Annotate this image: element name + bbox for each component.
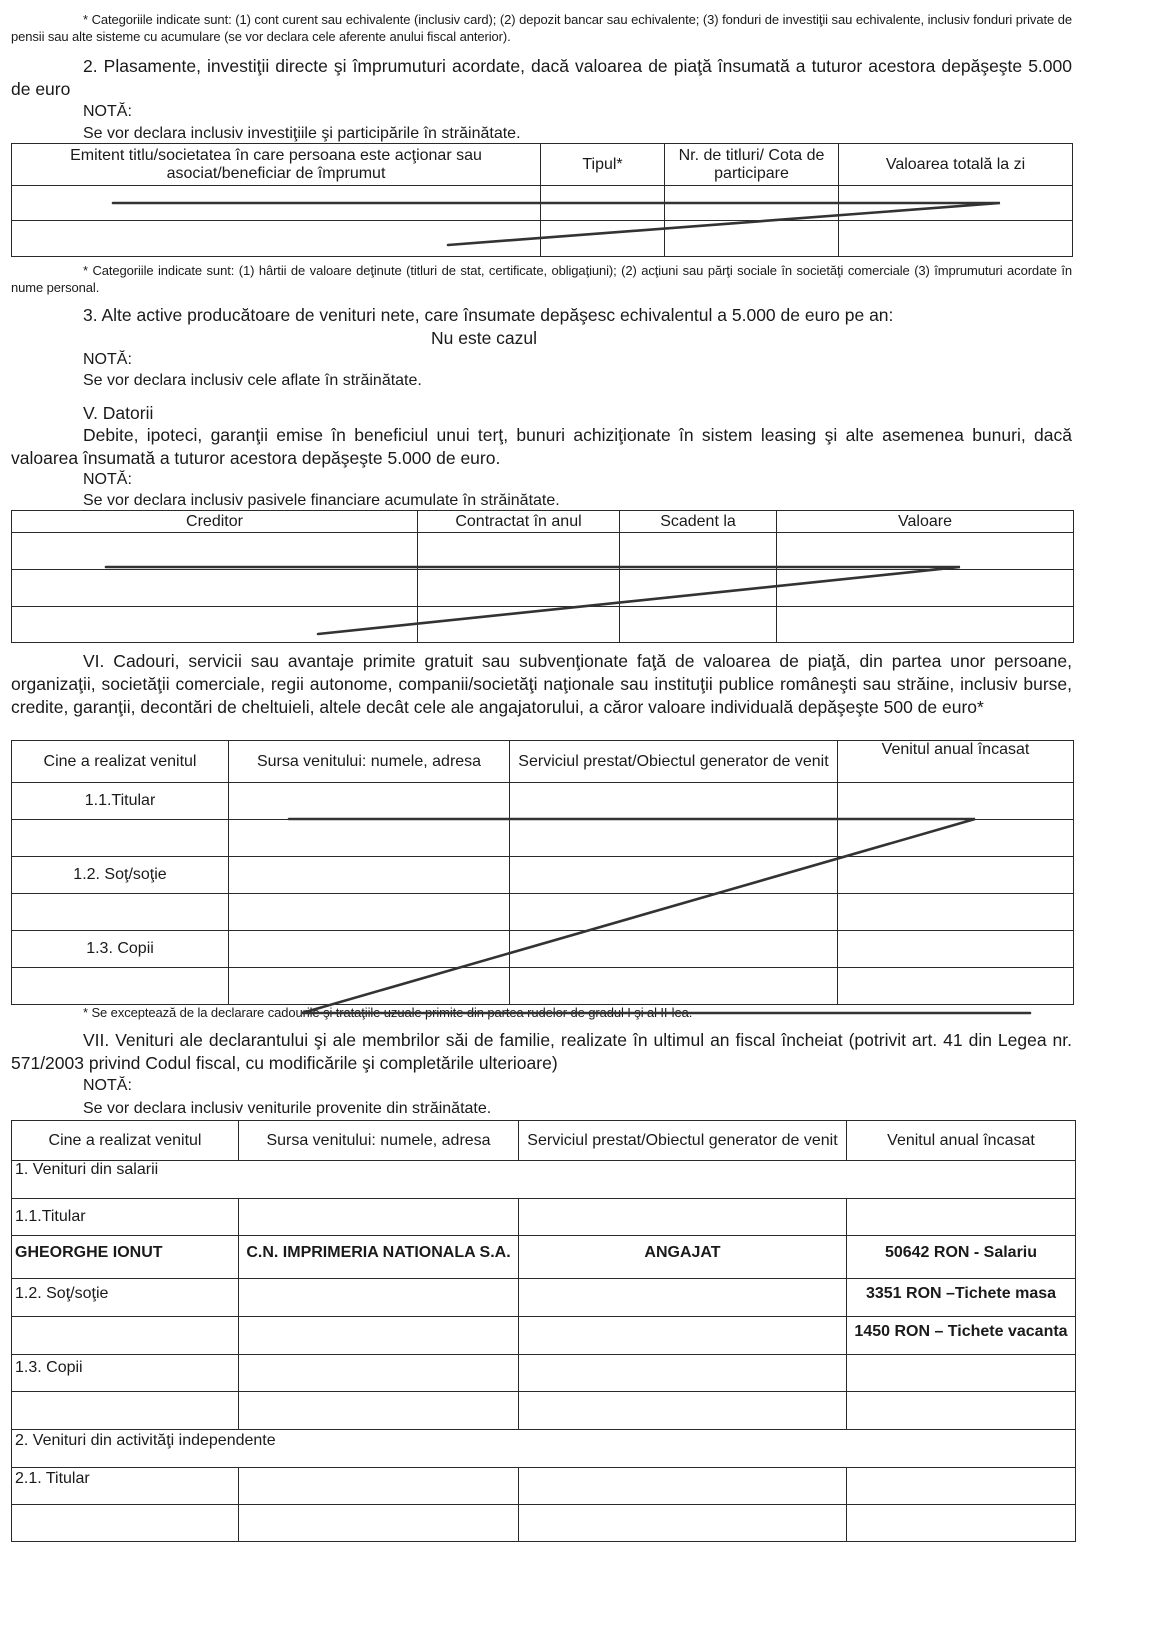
table-row xyxy=(12,1317,1076,1355)
col-header-income-source: Sursa venitului: numele, adresa xyxy=(239,1121,519,1161)
gifts-footnote: * Se exceptează de la declarare cadourile şi trataţiile uzuale primite din partea rudelor de gradul I şi al II-lea. xyxy=(83,1005,693,1020)
col-header-who-earned: Cine a realizat venitul xyxy=(12,741,229,783)
gifts-table xyxy=(11,740,1074,1005)
table-row xyxy=(12,783,1074,820)
table-row xyxy=(12,1236,1076,1279)
investments-nota-text: Se vor declara inclusiv investiţiile şi participările în străinătate. xyxy=(83,125,521,142)
debts-title: V. Datorii xyxy=(83,403,154,423)
titular-income-vacation-tickets: 1450 RON – Tichete vacanta xyxy=(847,1317,1076,1355)
col-header-due-date: Scadent la xyxy=(620,511,777,533)
accounts-footnote: * Categoriile indicate sunt: (1) cont curent sau echivalente (inclusiv card); (2) depozit bancar sau echivalente; (3) fonduri de investiţii sau echivalente, inclusiv fonduri private de pensii sau alte sisteme cu acumulare (se vor declara cele aferente anului fiscal anterior). xyxy=(11,12,1072,44)
row-label-spouse: 1.2. Soţ/soţie xyxy=(12,1279,239,1317)
titular-name: GHEORGHE IONUT xyxy=(12,1236,239,1279)
col-header-who-earned: Cine a realizat venitul xyxy=(12,1121,239,1161)
table-row xyxy=(12,1279,1076,1317)
col-header-value: Valoare xyxy=(777,511,1074,533)
other-assets-nota-label: NOTĂ: xyxy=(83,351,132,368)
table-row xyxy=(12,186,1073,221)
table-row xyxy=(12,1199,1076,1236)
debts-nota-text: Se vor declara inclusiv pasivele financiare acumulate în străinătate. xyxy=(83,492,560,509)
col-header-annual-income: Venitul anual încasat xyxy=(838,741,1074,783)
category-independent-activities: 2. Venituri din activităţi independente xyxy=(12,1430,1076,1468)
row-label-spouse: 1.2. Soţ/soţie xyxy=(12,857,229,894)
col-header-contracted-year: Contractat în anul xyxy=(418,511,620,533)
col-header-type: Tipul* xyxy=(541,144,665,186)
titular-service: ANGAJAT xyxy=(519,1236,847,1279)
table-row xyxy=(12,857,1074,894)
table-row xyxy=(12,1161,1076,1199)
income-text: VII. Venituri ale declarantului şi ale membrilor săi de familie, realizate în ultimul an fiscal încheiat (potrivit art. 41 din Legea nr. 571/2003 privind Codul fiscal, cu modificările şi completările ulterioare) xyxy=(11,1030,1072,1073)
table-row xyxy=(12,1392,1076,1430)
debts-nota-label: NOTĂ: xyxy=(83,471,132,488)
table-row xyxy=(12,820,1074,857)
col-header-service: Serviciul prestat/Obiectul generator de venit xyxy=(510,741,838,783)
row-label-titular: 1.1.Titular xyxy=(12,1199,239,1236)
investments-footnote: * Categoriile indicate sunt: (1) hârtii de valoare deţinute (titluri de stat, certificate, obligaţiuni); (2) acţiuni sau părţi sociale în societăţi comerciale (3) împrumuturi acordate în nume personal. xyxy=(11,263,1072,295)
col-header-creditor: Creditor xyxy=(12,511,418,533)
col-header-issuer: Emitent titlu/societatea în care persoana este acţionar sau asociat/beneficiar de împrumut xyxy=(12,144,541,186)
gifts-text: VI. Cadouri, servicii sau avantaje primite gratuit sau subvenţionate faţă de valoarea de piaţă, din partea unor persoane, organizaţii, societăţii comerciale, regii autonome, companii/societăţi naţionale sau instituţii publice româneşti sau străine, inclusiv burse, credite, garanţii, decontări de cheltuieli, altele decât cele ale angajatorului, a căror valoare individuală depăşeşte 500 de euro* xyxy=(11,651,1072,717)
table-row xyxy=(12,533,1074,570)
table-row xyxy=(12,1505,1076,1542)
row-label-children: 1.3. Copii xyxy=(12,931,229,968)
col-header-service: Serviciul prestat/Obiectul generator de venit xyxy=(519,1121,847,1161)
income-nota-label: NOTĂ: xyxy=(83,1077,132,1094)
table-row xyxy=(12,607,1074,643)
other-assets-value: Nu este cazul xyxy=(431,328,538,348)
table-row xyxy=(12,1355,1076,1392)
other-assets-nota-text: Se vor declara inclusiv cele aflate în străinătate. xyxy=(83,372,422,389)
table-row xyxy=(12,1468,1076,1505)
income-nota-text: Se vor declara inclusiv veniturile provenite din străinătate. xyxy=(83,1100,492,1117)
col-header-income-source: Sursa venitului: numele, adresa xyxy=(229,741,510,783)
category-salaries: 1. Venituri din salarii xyxy=(12,1161,1076,1199)
investments-table xyxy=(11,143,1073,257)
table-row xyxy=(12,1430,1076,1468)
debts-text: Debite, ipoteci, garanţii emise în beneficiul unui terţ, bunuri achiziţionate în sistem leasing şi alte asemenea bunuri, dacă valoarea însumată a tuturor acestora depăşeşte 5.000 de euro. xyxy=(11,425,1072,468)
investments-nota-label: NOTĂ: xyxy=(83,103,132,120)
investments-heading: 2. Plasamente, investiţii directe şi împrumuturi acordate, dacă valoarea de piaţă însumată a tuturor acestora depăşeşte 5.000 de euro xyxy=(11,56,1072,99)
other-assets-heading: 3. Alte active producătoare de venituri nete, care însumate depăşesc echivalentul a 5.000 de euro pe an: xyxy=(83,305,894,325)
col-header-annual-income: Venitul anual încasat xyxy=(847,1121,1076,1161)
row-label-titular: 1.1.Titular xyxy=(12,783,229,820)
table-row xyxy=(12,570,1074,607)
col-header-shares: Nr. de titluri/ Cota de participare xyxy=(665,144,839,186)
titular-income-salary: 50642 RON - Salariu xyxy=(847,1236,1076,1279)
table-row xyxy=(12,968,1074,1005)
row-label-titular: 2.1. Titular xyxy=(12,1468,239,1505)
row-label-children: 1.3. Copii xyxy=(12,1355,239,1392)
income-table xyxy=(11,1120,1076,1542)
titular-income-source: C.N. IMPRIMERIA NATIONALA S.A. xyxy=(239,1236,519,1279)
col-header-total-value: Valoarea totală la zi xyxy=(839,144,1073,186)
titular-income-meal-tickets: 3351 RON –Tichete masa xyxy=(847,1279,1076,1317)
table-row xyxy=(12,221,1073,257)
table-row xyxy=(12,894,1074,931)
debts-table xyxy=(11,510,1074,643)
table-row xyxy=(12,931,1074,968)
